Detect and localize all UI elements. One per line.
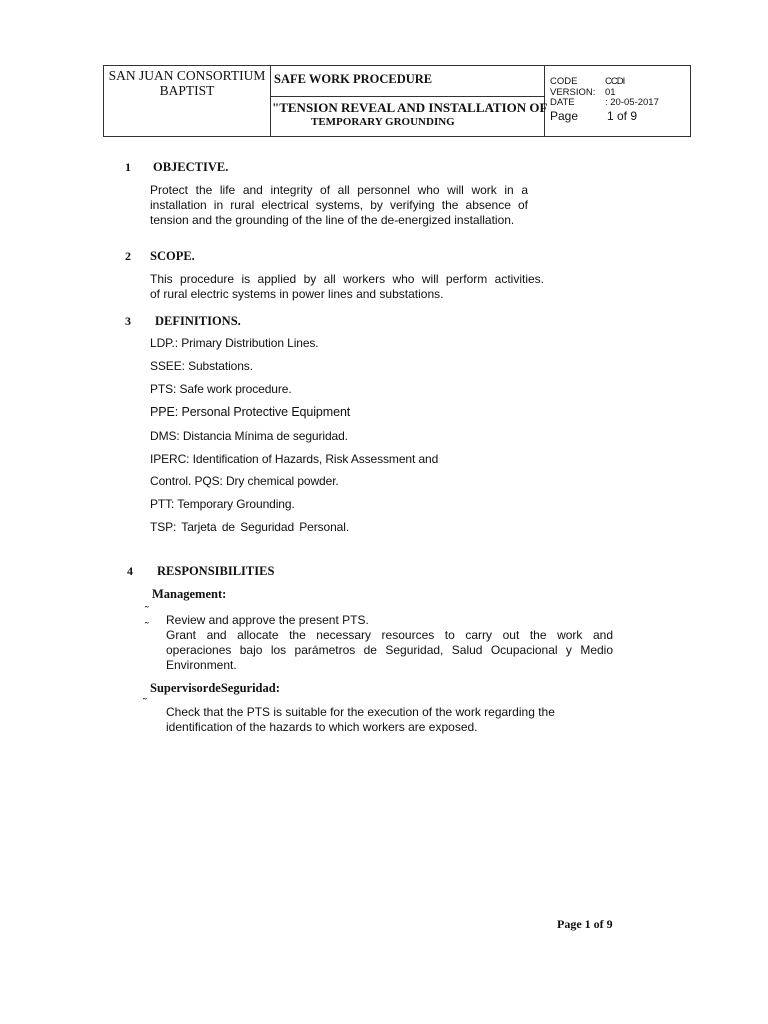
document-title-line1: "TENSION REVEAL AND INSTALLATION OF <box>272 100 548 115</box>
page-value: 1 of 9 <box>607 109 638 123</box>
supervisor-bullet-text <box>166 705 576 735</box>
definition-item: PTT: Temporary Grounding. <box>150 497 295 511</box>
definition-item: PTS: Safe work procedure. <box>150 382 292 396</box>
section-number: 2 <box>125 249 131 263</box>
bullet-icon: ˜ <box>145 605 149 617</box>
section-number: 1 <box>125 160 131 174</box>
paragraph-line: Protect the life and integrity of all personnel who will work in a <box>150 183 528 197</box>
section-title-scope: SCOPE. <box>150 249 195 263</box>
definition-item: Control. PQS: Dry chemical powder. <box>150 474 339 488</box>
paragraph-line: Environment. <box>166 658 237 672</box>
definition-item: PPE: Personal Protective Equipment <box>150 405 351 419</box>
paragraph-line: This procedure is applied by all workers who will perform activities. <box>150 272 544 286</box>
bullet-icon: ˜ <box>143 697 147 709</box>
page-footer: Page 1 of 9 <box>557 917 613 931</box>
code-label: CODE <box>550 76 578 87</box>
scope-paragraph <box>150 272 544 302</box>
section-title-responsibilities: RESPONSIBILITIES <box>157 564 275 578</box>
management-heading: Management: <box>152 587 227 601</box>
management-bullet: Review and approve the present PTS. <box>166 613 369 627</box>
document-type: SAFE WORK PROCEDURE <box>274 72 433 86</box>
date-label: DATE <box>550 97 575 108</box>
bullet-icon: ˜ <box>145 621 149 633</box>
section-number: 4 <box>127 564 133 578</box>
date-value: : 20-05-2017 <box>605 97 659 108</box>
definition-item: IPERC: Identification of Hazards, Risk Assessment and <box>150 452 439 466</box>
section-title-definitions: DEFINITIONS. <box>155 314 241 328</box>
section-title-objective: OBJECTIVE. <box>153 160 229 174</box>
header-divider <box>270 96 544 97</box>
definition-item: LDP.: Primary Distribution Lines. <box>150 336 319 350</box>
paragraph-line: Check that the PTS is suitable for the execution of the work regarding the <box>166 705 555 719</box>
objective-paragraph <box>150 183 528 228</box>
definition-item: SSEE: Substations. <box>150 359 253 373</box>
code-value: CCDI <box>605 76 625 87</box>
definition-item: TSP: Tarjeta de Seguridad Personal. <box>150 520 350 534</box>
paragraph-line: operaciones bajo los parámetros de Seguridad, Salud Ocupacional y Medio <box>166 643 613 657</box>
definition-item: DMS: Distancia Mínima de seguridad. <box>150 429 348 443</box>
version-value: 01 <box>605 87 616 98</box>
company-name <box>104 68 270 98</box>
document-title-line2: TEMPORARY GROUNDING <box>311 116 455 128</box>
header-divider <box>270 66 271 136</box>
paragraph-line: of rural electric systems in power lines and substations. <box>150 287 444 301</box>
supervisor-heading: SupervisordeSeguridad: <box>150 681 280 695</box>
management-bullet-text <box>166 628 613 673</box>
section-number: 3 <box>125 314 131 328</box>
version-label: VERSION: <box>550 87 596 98</box>
company-name-line: SAN JUAN CONSORTIUM <box>108 68 266 83</box>
paragraph-line: tension and the grounding of the line of the de-energized installation. <box>150 213 515 227</box>
paragraph-line: identification of the hazards to which workers are exposed. <box>166 720 478 734</box>
document-header-table <box>103 65 691 137</box>
page-label: Page <box>550 109 579 123</box>
paragraph-line: Grant and allocate the necessary resources to carry out the work and <box>166 628 613 642</box>
paragraph-line: installation in rural electrical systems, by verifying the absence of <box>150 198 528 212</box>
company-name-line: BAPTIST <box>159 83 215 98</box>
